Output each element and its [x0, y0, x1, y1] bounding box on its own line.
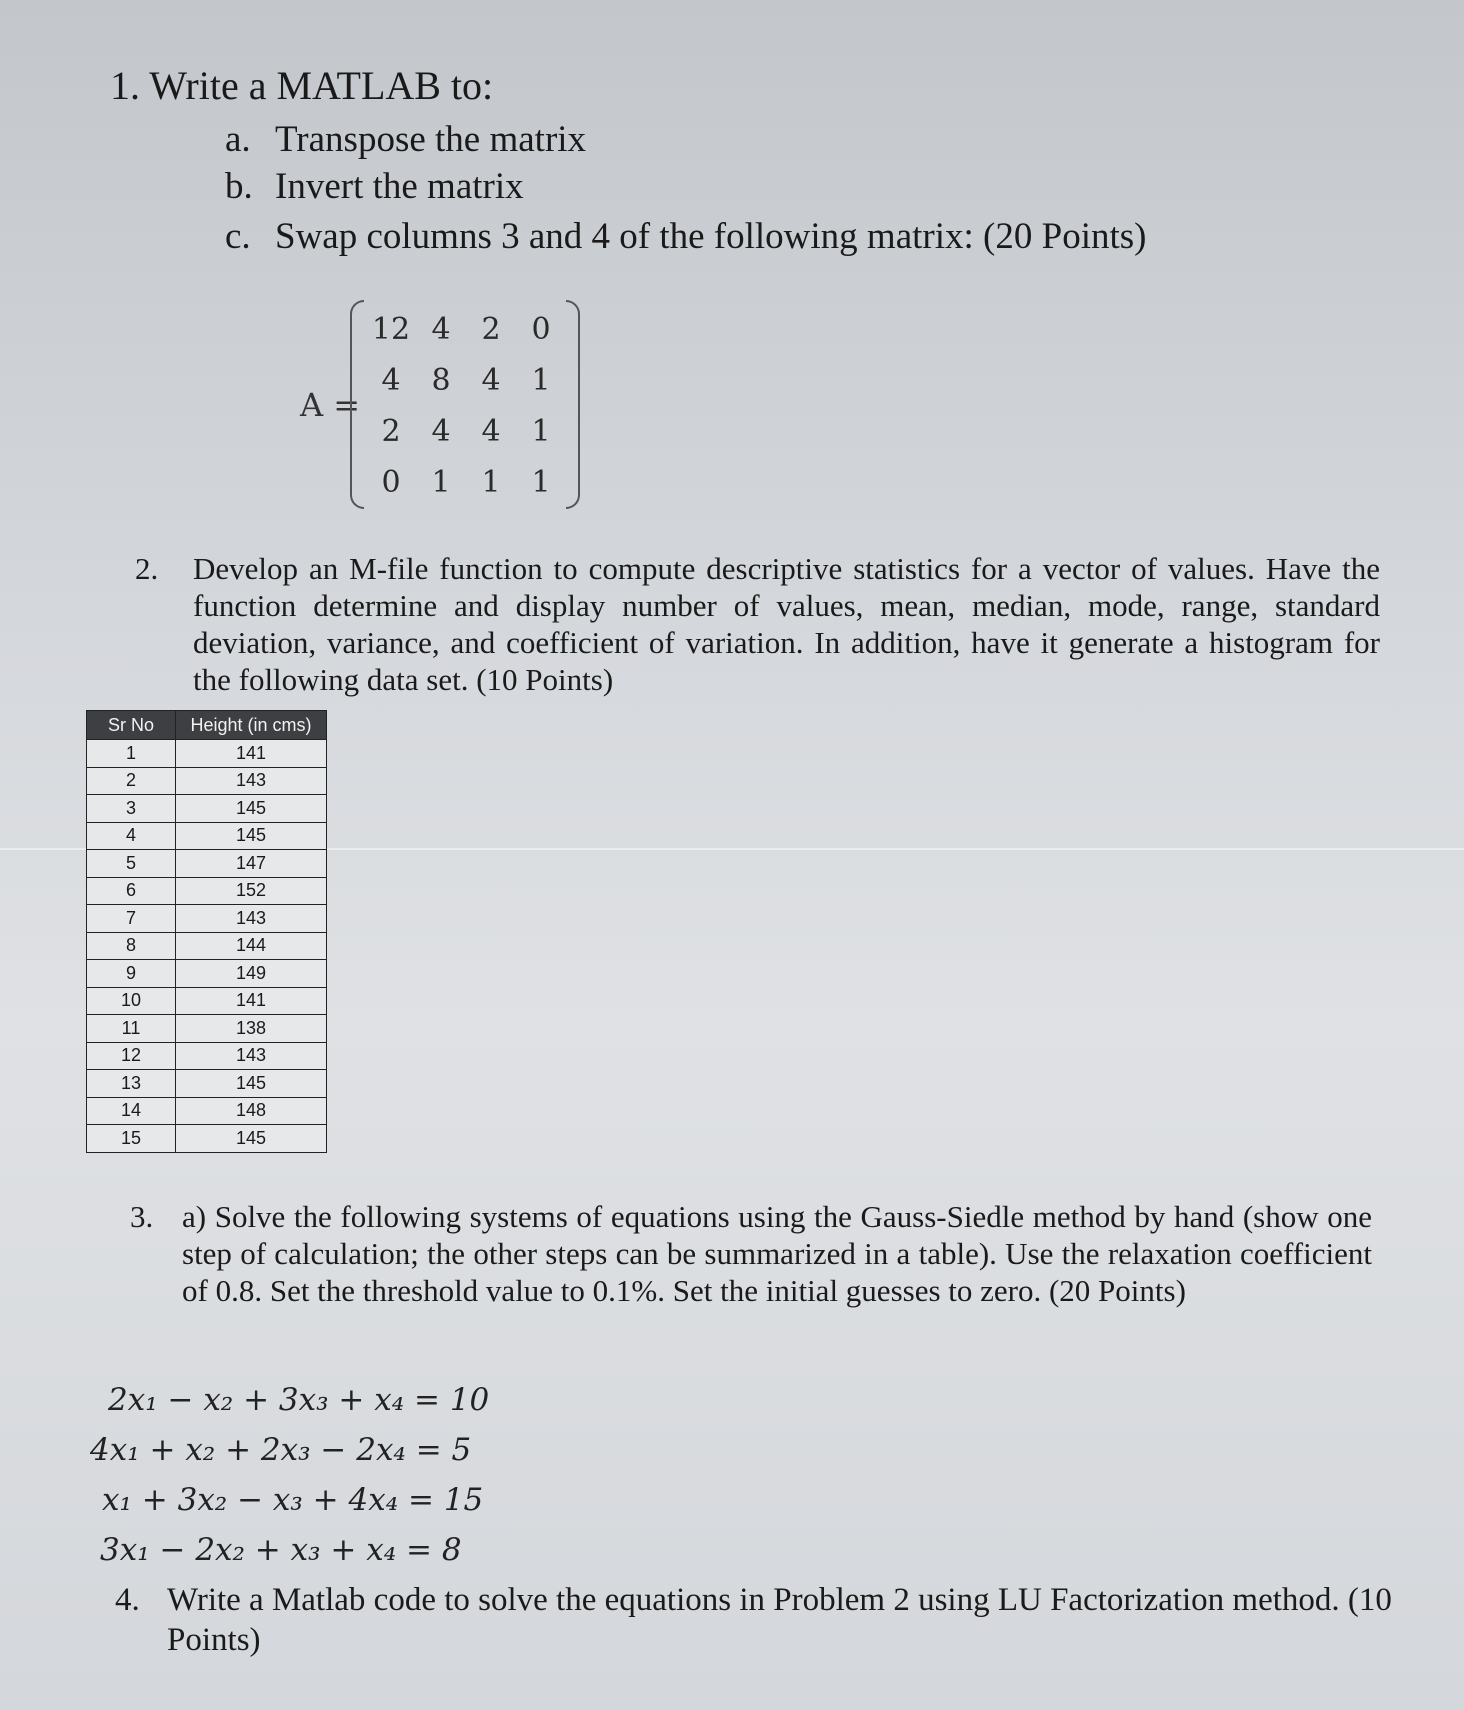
q1-item-c-text: Swap columns 3 and 4 of the following matrix: (20 Points): [275, 216, 1147, 257]
header-sr-no: Sr No: [87, 711, 176, 740]
q1-item-a-text: Transpose the matrix: [275, 119, 587, 160]
equation-4: 3x₁ − 2x₂ + x₃ + x₄ = 8: [100, 1532, 462, 1568]
cell-height: 141: [176, 740, 327, 768]
table-row: [87, 1070, 327, 1098]
matrix-cell: 1: [481, 465, 501, 500]
cell-sr-no: 12: [87, 1042, 176, 1070]
matrix-row: [366, 355, 566, 406]
cell-sr-no: 5: [87, 850, 176, 878]
cell-sr-no: 3: [87, 795, 176, 823]
table-row: [87, 1042, 327, 1070]
table-row: [87, 795, 327, 823]
cell-sr-no: 4: [87, 822, 176, 850]
matrix-label: A =: [300, 386, 361, 424]
cell-height: 149: [176, 960, 327, 988]
table-row: [87, 767, 327, 795]
q1-item-c: [225, 215, 1146, 258]
matrix-cell: 4: [481, 414, 501, 449]
matrix-grid: [366, 304, 566, 508]
matrix-cell: 1: [431, 465, 451, 500]
q4-text: Write a Matlab code to solve the equations in Problem 2 using LU Factorization method. (10 Points): [167, 1582, 1392, 1658]
q2: [135, 550, 1380, 698]
matrix-cell: 4: [481, 363, 501, 398]
cell-sr-no: 6: [87, 877, 176, 905]
q1-item-a: [225, 118, 586, 161]
matrix-cell: 2: [481, 312, 501, 347]
table-row: [87, 1097, 327, 1125]
cell-sr-no: 9: [87, 960, 176, 988]
header-height: Height (in cms): [176, 711, 327, 740]
cell-height: 143: [176, 905, 327, 933]
q4-number: 4.: [115, 1582, 140, 1618]
q1-item-b-text: Invert the matrix: [275, 166, 524, 207]
cell-sr-no: 15: [87, 1125, 176, 1153]
table-row: [87, 960, 327, 988]
cell-sr-no: 2: [87, 767, 176, 795]
matrix-cell: 12: [371, 312, 411, 347]
q3: [130, 1198, 1372, 1309]
matrix-cell: 2: [381, 414, 401, 449]
cell-sr-no: 7: [87, 905, 176, 933]
q3-number: 3.: [130, 1199, 154, 1234]
matrix-cell: 4: [431, 312, 451, 347]
matrix-cell: 4: [431, 414, 451, 449]
q2-text: Develop an M-file function to compute descriptive statistics for a vector of values. Have the function determine and display number of values, mean, median, mode, range, standard deviation, variance, and coefficient of variation. In addition, have it generate a histogram for the following data set. (10 Points): [193, 551, 1380, 697]
q1-item-b: [225, 165, 524, 208]
cell-height: 145: [176, 822, 327, 850]
table-row: [87, 850, 327, 878]
cell-sr-no: 8: [87, 932, 176, 960]
matrix-left-bracket: [350, 300, 364, 509]
equation-3: x₁ + 3x₂ − x₃ + 4x₄ = 15: [102, 1482, 484, 1518]
cell-height: 144: [176, 932, 327, 960]
matrix-cell: 1: [531, 363, 551, 398]
table-row: [87, 905, 327, 933]
equation-2: 4x₁ + x₂ + 2x₃ − 2x₄ = 5: [90, 1432, 472, 1468]
cell-sr-no: 13: [87, 1070, 176, 1098]
matrix-cell: 0: [531, 312, 551, 347]
q1-item-a-label: a.: [225, 119, 251, 160]
cell-height: 143: [176, 1042, 327, 1070]
cell-height: 143: [176, 767, 327, 795]
table-header-row: [87, 711, 327, 740]
cell-height: 145: [176, 795, 327, 823]
cell-height: 138: [176, 1015, 327, 1043]
cell-height: 147: [176, 850, 327, 878]
cell-height: 145: [176, 1070, 327, 1098]
cell-height: 152: [176, 877, 327, 905]
matrix-row: [366, 406, 566, 457]
table-row: [87, 1125, 327, 1153]
cell-sr-no: 14: [87, 1097, 176, 1125]
height-table: [86, 710, 327, 1153]
matrix-right-bracket: [566, 300, 580, 509]
matrix-cell: 4: [381, 363, 401, 398]
table-row: [87, 740, 327, 768]
cell-height: 148: [176, 1097, 327, 1125]
cell-sr-no: 1: [87, 740, 176, 768]
matrix-cell: 0: [381, 465, 401, 500]
q1-item-c-label: c.: [225, 216, 251, 257]
table-row: [87, 987, 327, 1015]
equation-1: 2x₁ − x₂ + 3x₃ + x₄ = 10: [108, 1382, 490, 1418]
matrix-cell: 8: [431, 363, 451, 398]
cell-height: 145: [176, 1125, 327, 1153]
q2-number: 2.: [135, 551, 159, 586]
cell-sr-no: 10: [87, 987, 176, 1015]
matrix-cell: 1: [531, 465, 551, 500]
q1-title: 1. Write a MATLAB to:: [110, 63, 494, 108]
table-row: [87, 822, 327, 850]
table-row: [87, 1015, 327, 1043]
matrix-cell: 1: [531, 414, 551, 449]
matrix-row: [366, 304, 566, 355]
q4: [115, 1580, 1395, 1660]
table-row: [87, 932, 327, 960]
table-row: [87, 877, 327, 905]
matrix-row: [366, 457, 566, 508]
cell-height: 141: [176, 987, 327, 1015]
matrix-a: [350, 300, 580, 510]
q3-text: a) Solve the following systems of equations using the Gauss-Siedle method by hand (show one step of calculation; the other steps can be summarized in a table). Use the relaxation coefficient of 0.8. Set the threshold value to 0.1%. Set the initial guesses to zero. (20 Points): [182, 1199, 1372, 1308]
cell-sr-no: 11: [87, 1015, 176, 1043]
q1-item-b-label: b.: [225, 166, 253, 207]
table-body: [87, 740, 327, 1153]
